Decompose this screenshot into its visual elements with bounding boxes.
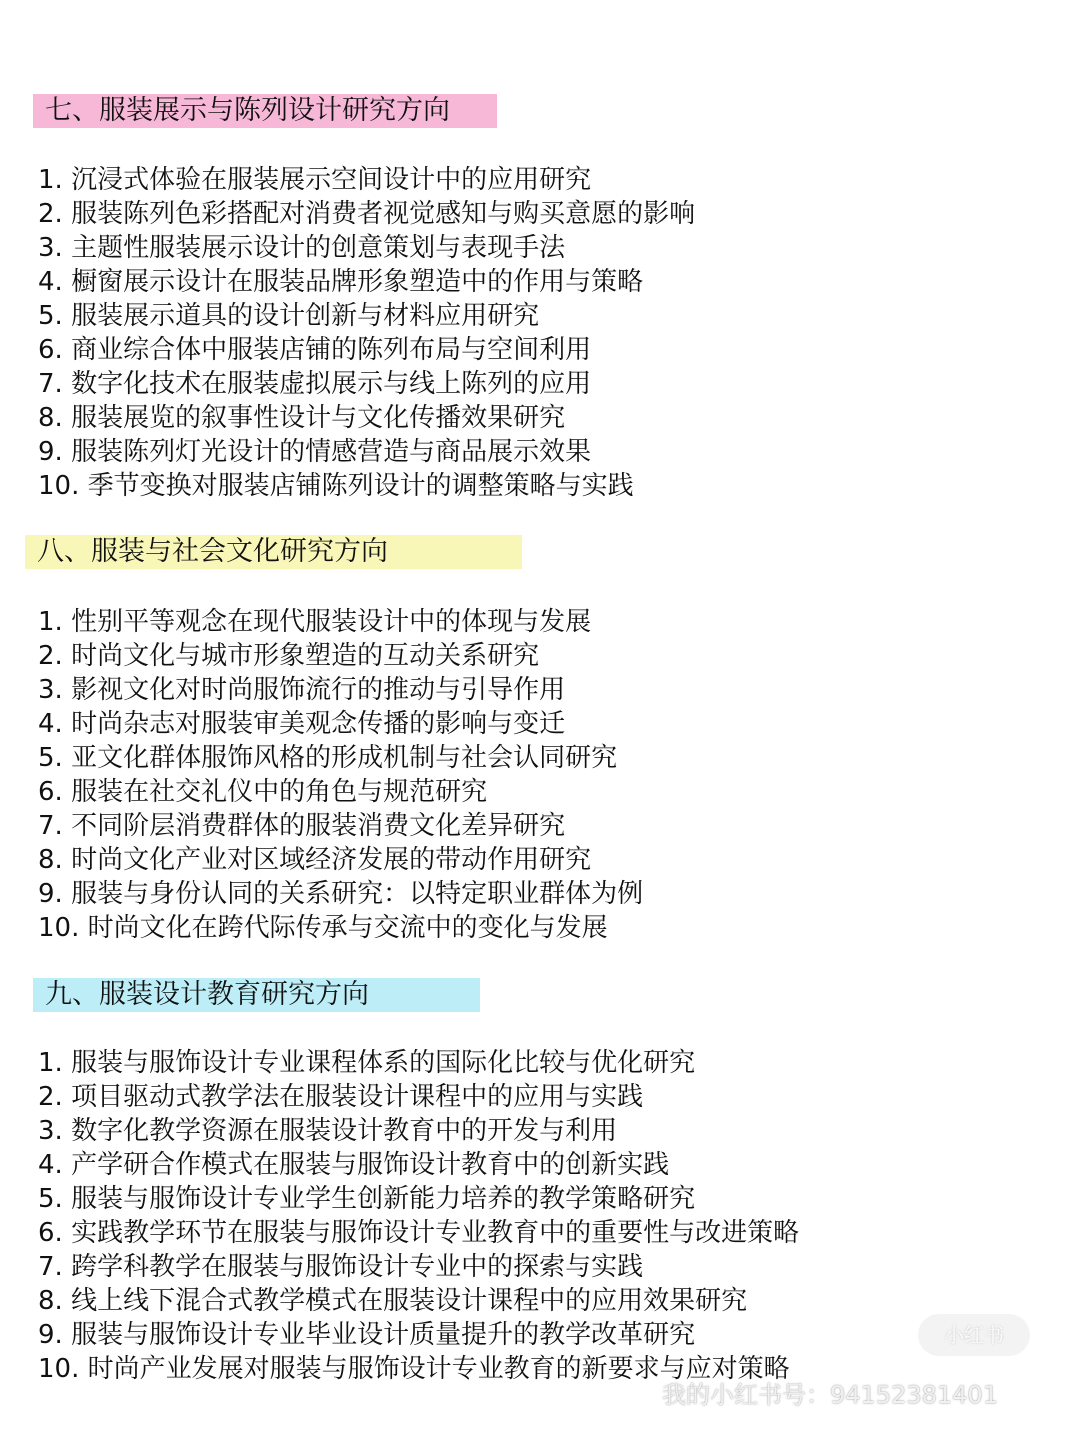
section-list-7 <box>38 163 695 503</box>
section-heading-9: 九、服装设计教育研究方向 <box>33 978 480 1012</box>
list-item: 3. 主题性服装展示设计的创意策划与表现手法 <box>38 233 566 263</box>
watermark-id: 我的小红书号：94152381401 <box>662 1381 998 1409</box>
watermark-logo: 小红书 <box>918 1314 1030 1356</box>
list-item: 8. 服装展览的叙事性设计与文化传播效果研究 <box>38 403 566 433</box>
list-item: 6. 服装在社交礼仪中的角色与规范研究 <box>38 777 488 807</box>
list-item: 2. 项目驱动式教学法在服装设计课程中的应用与实践 <box>38 1082 644 1112</box>
list-item: 9. 服装与身份认同的关系研究：以特定职业群体为例 <box>38 879 644 909</box>
list-item: 1. 沉浸式体验在服装展示空间设计中的应用研究 <box>38 165 592 195</box>
section-list-9 <box>38 1046 799 1386</box>
list-item: 5. 亚文化群体服饰风格的形成机制与社会认同研究 <box>38 743 618 773</box>
list-item: 10. 时尚文化在跨代际传承与交流中的变化与发展 <box>38 913 608 943</box>
section-list-8 <box>38 605 643 945</box>
list-item: 6. 实践教学环节在服装与服饰设计专业教育中的重要性与改进策略 <box>38 1218 800 1248</box>
list-item: 3. 影视文化对时尚服饰流行的推动与引导作用 <box>38 675 566 705</box>
list-item: 10. 季节变换对服装店铺陈列设计的调整策略与实践 <box>38 471 634 501</box>
list-item: 2. 时尚文化与城市形象塑造的互动关系研究 <box>38 641 540 671</box>
list-item: 3. 数字化教学资源在服装设计教育中的开发与利用 <box>38 1116 618 1146</box>
list-item: 9. 服装陈列灯光设计的情感营造与商品展示效果 <box>38 437 592 467</box>
list-item: 1. 性别平等观念在现代服装设计中的体现与发展 <box>38 607 592 637</box>
list-item: 8. 线上线下混合式教学模式在服装设计课程中的应用效果研究 <box>38 1286 748 1316</box>
list-item: 6. 商业综合体中服装店铺的陈列布局与空间利用 <box>38 335 592 365</box>
list-item: 4. 时尚杂志对服装审美观念传播的影响与变迁 <box>38 709 566 739</box>
list-item: 7. 不同阶层消费群体的服装消费文化差异研究 <box>38 811 566 841</box>
list-item: 7. 数字化技术在服装虚拟展示与线上陈列的应用 <box>38 369 592 399</box>
list-item: 9. 服装与服饰设计专业毕业设计质量提升的教学改革研究 <box>38 1320 696 1350</box>
list-item: 4. 产学研合作模式在服装与服饰设计教育中的创新实践 <box>38 1150 670 1180</box>
list-item: 2. 服装陈列色彩搭配对消费者视觉感知与购买意愿的影响 <box>38 199 696 229</box>
section-heading-8: 八、服装与社会文化研究方向 <box>25 535 522 569</box>
list-item: 5. 服装与服饰设计专业学生创新能力培养的教学策略研究 <box>38 1184 696 1214</box>
list-item: 8. 时尚文化产业对区域经济发展的带动作用研究 <box>38 845 592 875</box>
list-item: 7. 跨学科教学在服装与服饰设计专业中的探索与实践 <box>38 1252 644 1282</box>
list-item: 5. 服装展示道具的设计创新与材料应用研究 <box>38 301 540 331</box>
list-item: 4. 橱窗展示设计在服装品牌形象塑造中的作用与策略 <box>38 267 644 297</box>
section-heading-7: 七、服装展示与陈列设计研究方向 <box>33 94 497 128</box>
list-item: 1. 服装与服饰设计专业课程体系的国际化比较与优化研究 <box>38 1048 696 1078</box>
list-item: 10. 时尚产业发展对服装与服饰设计专业教育的新要求与应对策略 <box>38 1354 790 1384</box>
